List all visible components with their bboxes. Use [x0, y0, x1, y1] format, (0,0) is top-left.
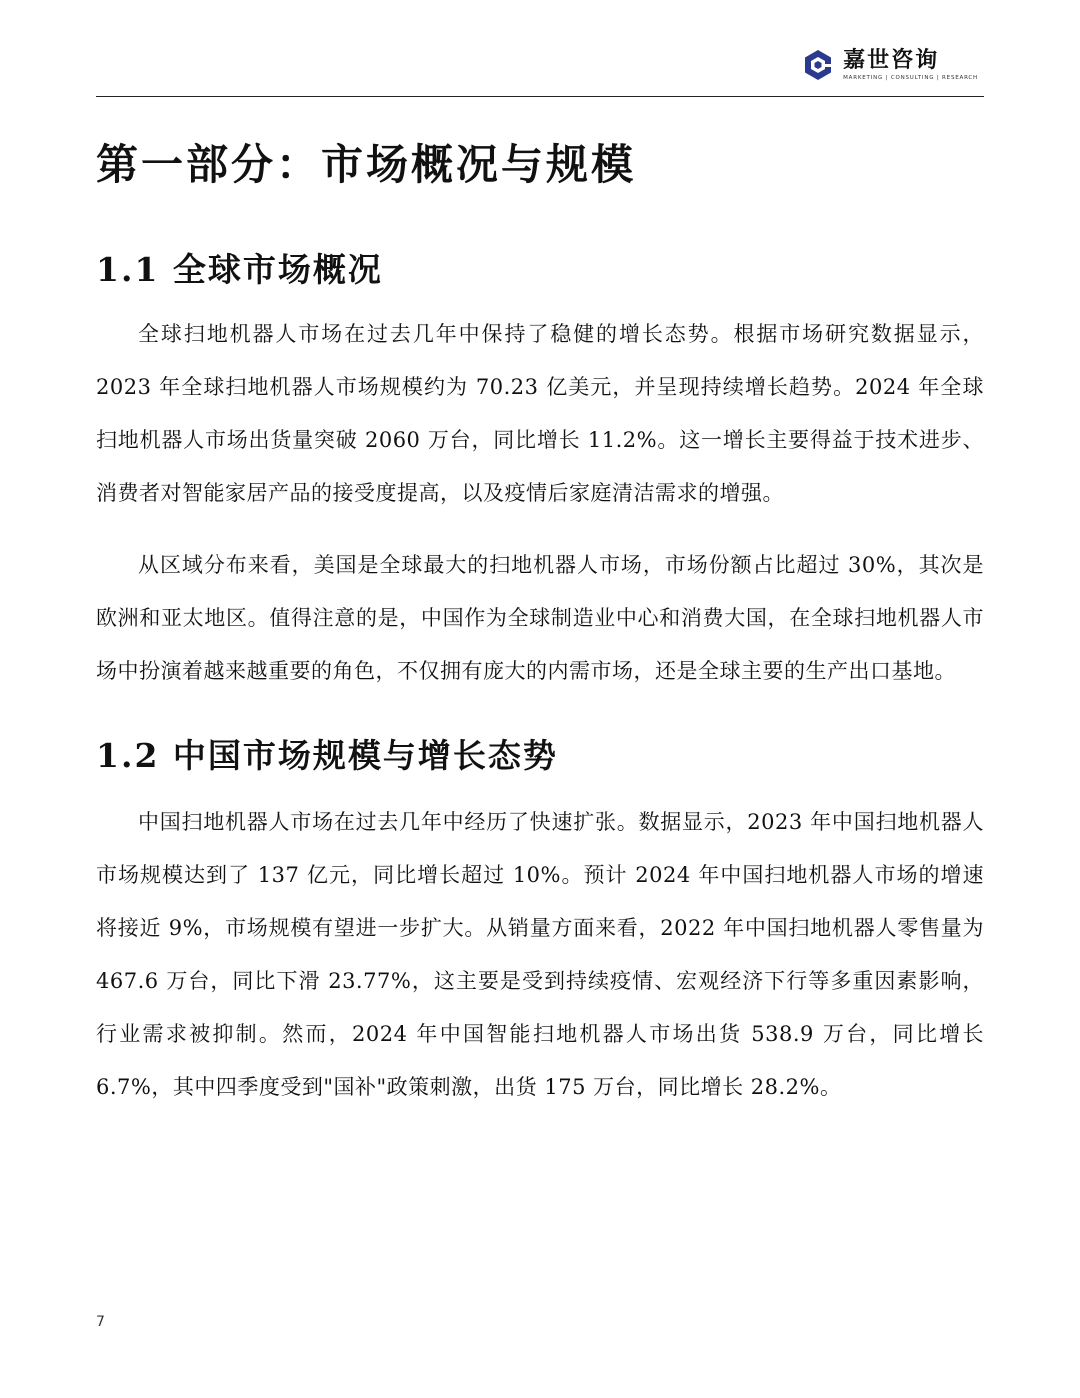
page-header: [96, 40, 984, 97]
part-title: 第一部分：市场概况与规模: [96, 140, 637, 189]
logo-name: 嘉世咨询: [843, 48, 940, 73]
company-logo: [801, 48, 978, 82]
page-number: 7: [96, 1314, 105, 1330]
section-2-body: [96, 796, 984, 1114]
logo-tagline: MARKETING | CONSULTING | RESEARCH: [843, 75, 978, 81]
section-2-paragraph-1: 中国扫地机器人市场在过去几年中经历了快速扩张。数据显示，2023 年中国扫地机器人市场规模达到了 137 亿元，同比增长超过 10%。预计 2024 年中国扫地机器人市场的增速将接近 9%，市场规模有望进一步扩大。从销量方面来看，2022 年中国扫地机器人零售量为 467.6 万台，同比下滑 23.77%，这主要是受到持续疫情、宏观经济下行等多重因素影响，行业需求被抑制。然而，2024 年中国智能扫地机器人市场出货 538.9 万台，同比增长 6.7%，其中四季度受到"国补"政策刺激，出货 175 万台，同比增长 28.2%。: [96, 810, 984, 1099]
page-content: [96, 130, 984, 1114]
company-logo-icon: [801, 48, 835, 82]
section-1-paragraph-2: 从区域分布来看，美国是全球最大的扫地机器人市场，市场份额占比超过 30%，其次是欧洲和亚太地区。值得注意的是，中国作为全球制造业中心和消费大国，在全球扫地机器人市场中扮演着越来越重要的角色，不仅拥有庞大的内需市场，还是全球主要的生产出口基地。: [96, 553, 984, 683]
section-1-title: 1.1 全球市场概况: [96, 250, 383, 289]
section-1-body: [96, 308, 984, 698]
section-1-paragraph-1: 全球扫地机器人市场在过去几年中保持了稳健的增长态势。根据市场研究数据显示，2023 年全球扫地机器人市场规模约为 70.23 亿美元，并呈现持续增长趋势。2024 年全球扫地机器人市场出货量突破 2060 万台，同比增长 11.2%。这一增长主要得益于技术进步、消费者对智能家居产品的接受度提高，以及疫情后家庭清洁需求的增强。: [96, 322, 984, 505]
section-2-title: 1.2 中国市场规模与增长态势: [96, 736, 558, 775]
